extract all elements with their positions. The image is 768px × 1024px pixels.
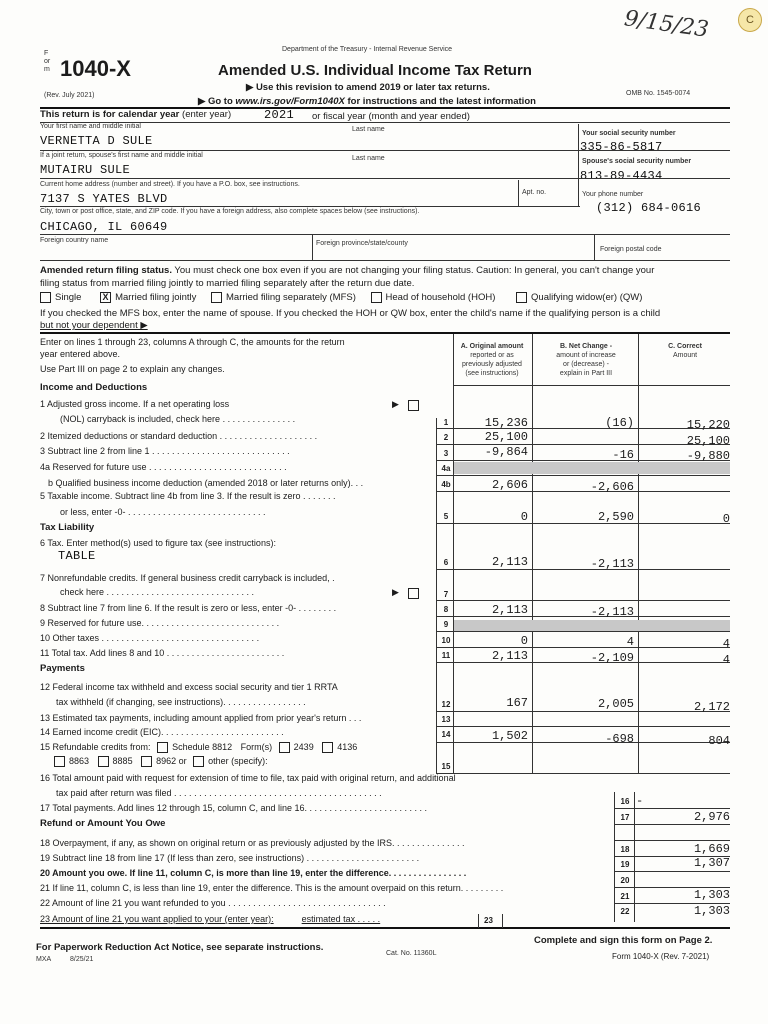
section-payments: Payments: [40, 663, 85, 674]
gbc-checkbox-arrow: ▶: [392, 587, 399, 597]
line-number-19: 19: [620, 860, 630, 869]
option-married-jointly[interactable]: X Married filing jointly: [100, 292, 196, 303]
form-8885-checkbox[interactable]: [98, 756, 109, 767]
table-intro-2: year entered above.: [40, 349, 121, 359]
single-checkbox[interactable]: [40, 292, 51, 303]
line-19-text: 19 Subtract line 18 from line 17 (If less than zero, see instructions) . . . . . . . . . . . . . . . . . . . . . . .: [40, 853, 420, 863]
fiscal-year-label: or fiscal year (month and year ended): [312, 111, 470, 122]
form-8863-checkbox[interactable]: [54, 756, 65, 767]
line-5-col-c[interactable]: 0: [722, 512, 730, 526]
line-15b-text: 8863 8885 8962 or other (specify):: [54, 756, 268, 767]
line-2-col-c[interactable]: 25,100: [686, 434, 730, 448]
line-number-12: 12: [441, 700, 451, 709]
line-1b-text: (NOL) carryback is included, check here . . . . . . . . . . . . . . .: [60, 414, 296, 424]
use-revision-line: ▶ Use this revision to amend 2019 or later tax returns.: [246, 82, 490, 93]
spouse-name-label: If a joint return, spouse's first name and middle initial: [40, 152, 203, 159]
form-title: Amended U.S. Individual Income Tax Return: [218, 62, 532, 79]
line-21-text: 21 If line 11, column C, is less than line 19, enter the difference. This is the amount overpaid on this return. . . . . . . . .: [40, 883, 504, 893]
nol-checkbox[interactable]: [408, 400, 419, 411]
option-single[interactable]: Single: [40, 292, 81, 303]
city-label: City, town or post office, state, and ZIP code. If you have a foreign address, also complete spaces below (see instructions).: [40, 208, 420, 215]
line-16-amount[interactable]: -: [636, 794, 644, 808]
complete-sign-note: Complete and sign this form on Page 2.: [534, 935, 713, 946]
line-number-3: 3: [443, 449, 449, 458]
year-label: This return is for calendar year: [40, 109, 180, 120]
footer-date: 8/25/21: [70, 956, 94, 963]
married-jointly-checkbox[interactable]: X: [100, 292, 111, 303]
line-11-col-c[interactable]: 4: [722, 653, 730, 667]
line-15a-text: 15 Refundable credits from: Schedule 8812 Form(s) 2439 4136: [40, 742, 358, 752]
line-number-14: 14: [441, 730, 451, 739]
line-number-16: 16: [620, 797, 630, 806]
phone-label: Your phone number: [582, 191, 644, 198]
line-1a-text: 1 Adjusted gross income. If a net operating loss: [40, 399, 230, 409]
nol-checkbox-arrow: ▶: [392, 399, 399, 409]
line-1-col-c[interactable]: 15,220: [686, 418, 730, 432]
line-10-col-c[interactable]: 4: [722, 637, 730, 651]
section-refund: Refund or Amount You Owe: [40, 818, 166, 829]
spouse-name-field[interactable]: MUTAIRU SULE: [40, 163, 131, 177]
line-3-text: 3 Subtract line 2 from line 1 . . . . . . . . . . . . . . . . . . . . . . . . . . . .: [40, 446, 290, 456]
line-13-text: 13 Estimated tax payments, including amount applied from prior year's return . . .: [40, 713, 362, 723]
line-11-col-b[interactable]: -2,109: [590, 651, 634, 665]
line-number-7: 7: [443, 590, 449, 599]
line-6-col-a[interactable]: 2,113: [491, 555, 528, 569]
line-number-2: 2: [443, 433, 449, 442]
line-4b-col-b[interactable]: -2,606: [590, 480, 634, 494]
catalog-number: Cat. No. 11360L: [386, 950, 437, 957]
col-c-header: C. Correct Amount: [668, 343, 702, 359]
phone-field[interactable]: (312) 684-0616: [596, 201, 702, 215]
line-number-13: 13: [441, 715, 451, 724]
option-head-of-household[interactable]: Head of household (HOH): [371, 292, 496, 303]
handwritten-date: 9/15/23: [622, 6, 711, 43]
line-number-23: 23: [484, 916, 493, 925]
department-label: Department of the Treasury - Internal Revenue Service: [282, 46, 453, 53]
enter-year-label: (enter year): [182, 109, 232, 120]
form-4136-checkbox[interactable]: [322, 742, 333, 753]
circle-annotation: C: [738, 8, 762, 32]
goto-url[interactable]: www.irs.gov/Form1040X: [235, 96, 345, 107]
section-tax: Tax Liability: [40, 522, 95, 533]
line-1-col-b[interactable]: (16): [605, 416, 634, 430]
line-number-10: 10: [441, 636, 451, 645]
line-17-amount[interactable]: 2,976: [693, 810, 730, 824]
line-3-col-b[interactable]: -16: [612, 448, 634, 462]
spouse-last-name-label: Last name: [352, 155, 385, 162]
line-4a-text: 4a Reserved for future use . . . . . . . . . . . . . . . . . . . . . . . . . . . .: [40, 462, 287, 472]
foreign-country-label: Foreign country name: [40, 237, 109, 244]
mfs-note-2: but not your dependent ▶: [40, 320, 148, 331]
line-number-15: 15: [441, 762, 451, 771]
line-number-17: 17: [620, 813, 630, 822]
line-number-8: 8: [443, 605, 449, 614]
schedule-8812-checkbox[interactable]: [157, 742, 168, 753]
line-21-amount[interactable]: 1,303: [693, 888, 730, 902]
line-5b-text: or less, enter -0- . . . . . . . . . . . . . . . . . . . . . . . . . . . .: [60, 507, 266, 517]
line-12-col-a[interactable]: 167: [506, 696, 528, 710]
goto-line: [198, 96, 536, 107]
spouse-ssn-label: Spouse's social security number: [582, 158, 692, 165]
filing-status-text1: You must check one box even if you are not changing your filing status. Caution: In general, you can't change your: [171, 265, 655, 276]
goto-prefix: ▶ Go to: [198, 96, 236, 107]
filing-status-heading: Amended return filing status.: [40, 265, 172, 276]
line-11-text: 11 Total tax. Add lines 8 and 10 . . . . . . . . . . . . . . . . . . . . . . . .: [40, 648, 285, 658]
line-number-11: 11: [441, 651, 451, 660]
line-number-6: 6: [443, 558, 449, 567]
line-5-col-a[interactable]: 0: [520, 510, 528, 524]
mxa-label: MXA: [36, 956, 52, 963]
line-2-text: 2 Itemized deductions or standard deduction . . . . . . . . . . . . . . . . . . . .: [40, 431, 318, 441]
ssn-label: Your social security number: [582, 130, 676, 137]
col-a-header: A. Original amount reported or as previously adjusted (see instructions): [460, 343, 524, 377]
address-label: Current home address (number and street). If you have a P.O. box, see instructions.: [40, 181, 300, 188]
line-12-col-c[interactable]: 2,172: [693, 700, 730, 714]
line-19-amount[interactable]: 1,307: [693, 856, 730, 870]
line-16b-text: tax paid after return was filed . . . . . . . . . . . . . . . . . . . . . . . . . . . . . . . . . . . . . . . . . .: [56, 788, 382, 798]
foreign-postal-label: Foreign postal code: [600, 246, 662, 253]
first-name-label: Your first name and middle initial: [40, 123, 141, 130]
filing-status-options: [40, 292, 642, 303]
line-6a-text: 6 Tax. Enter method(s) used to figure tax (see instructions):: [40, 538, 276, 548]
line-12-col-b[interactable]: 2,005: [597, 697, 634, 711]
line-20-text: 20 Amount you owe. If line 11, column C, is more than line 19, enter the difference. . . . . . . . . . . . . . . .: [40, 868, 467, 878]
gbc-checkbox[interactable]: [408, 588, 419, 599]
line-6-col-b[interactable]: -2,113: [590, 557, 634, 571]
line-number-1: 1: [443, 418, 449, 427]
line-10-col-b[interactable]: 4: [626, 635, 634, 649]
city-field[interactable]: CHICAGO, IL 60649: [40, 220, 168, 234]
omb-number: OMB No. 1545-0074: [626, 90, 691, 97]
tax-year-value[interactable]: 2021: [264, 108, 295, 122]
line-14-text: 14 Earned income credit (EIC). . . . . . . . . . . . . . . . . . . . . . . . .: [40, 727, 284, 737]
address-field[interactable]: 7137 S YATES BLVD: [40, 192, 168, 206]
line-number-4a: 4a: [441, 464, 451, 473]
line-12b-text: tax withheld (if changing, see instructions). . . . . . . . . . . . . . . . .: [56, 697, 306, 707]
line-11-col-a[interactable]: 2,113: [491, 649, 528, 663]
table-intro-3: Use Part III on page 2 to explain any changes.: [40, 364, 225, 374]
line-14-col-c[interactable]: 804: [708, 734, 730, 748]
line-number-9: 9: [443, 620, 449, 629]
mfs-checkbox[interactable]: [211, 292, 222, 303]
line-3-col-a[interactable]: -9,864: [484, 445, 528, 459]
col-b-header: B. Net Change - amount of increase or (decrease) - explain in Part III: [556, 343, 616, 377]
line-7a-text: 7 Nonrefundable credits. If general business credit carryback is included, .: [40, 573, 335, 583]
other-credit-checkbox[interactable]: [193, 756, 204, 767]
line-9-text: 9 Reserved for future use. . . . . . . . . . . . . . . . . . . . . . . . . . . .: [40, 618, 280, 628]
line-1-col-a[interactable]: 15,236: [484, 416, 528, 430]
line-12a-text: 12 Federal income tax withheld and excess social security and tier 1 RRTA: [40, 682, 338, 692]
line-number-5: 5: [443, 512, 449, 521]
option-qualifying-widow[interactable]: Qualifying widow(er) (QW): [516, 292, 642, 303]
first-name-field[interactable]: VERNETTA D SULE: [40, 134, 153, 148]
line-8-col-b[interactable]: -2,113: [590, 605, 634, 619]
form-vertical-label: Form: [44, 50, 51, 73]
paperwork-notice: For Paperwork Reduction Act Notice, see separate instructions.: [36, 942, 324, 953]
line-number-20: 20: [620, 876, 630, 885]
tax-method-field[interactable]: TABLE: [58, 549, 96, 563]
mfs-note-1: If you checked the MFS box, enter the name of spouse. If you checked the HOH or QW box, enter the child's name if the qualifying person is a child: [40, 308, 661, 319]
goto-suffix: for instructions and the latest information: [344, 96, 536, 107]
form-footer-label: Form 1040-X (Rev. 7-2021): [612, 952, 710, 961]
line-14-col-a[interactable]: 1,502: [491, 729, 528, 743]
line-10-col-a[interactable]: 0: [520, 634, 528, 648]
line-5a-text: 5 Taxable income. Subtract line 4b from line 3. If the result is zero . . . . . . .: [40, 491, 336, 501]
line-16a-text: 16 Total amount paid with request for extension of time to file, tax paid with original return, and additional: [40, 773, 456, 783]
line-number-21: 21: [620, 892, 630, 901]
line-7b-text: check here . . . . . . . . . . . . . . . . . . . . . . . . . . . . . .: [60, 587, 255, 597]
section-income: Income and Deductions: [40, 382, 148, 393]
ssn-field[interactable]: 335-86-5817: [580, 140, 663, 154]
form-2439-checkbox[interactable]: [279, 742, 290, 753]
line-8-col-a[interactable]: 2,113: [491, 603, 528, 617]
qw-checkbox[interactable]: [516, 292, 527, 303]
form-number: 1040-X: [60, 56, 131, 81]
filing-status-text2: filing status from married filing jointly to married filing separately after the return due date.: [40, 278, 415, 289]
line-22-amount[interactable]: 1,303: [693, 904, 730, 918]
line-4b-col-a[interactable]: 2,606: [491, 478, 528, 492]
line-23-text: 23 Amount of line 21 you want applied to your (enter year): estimated tax . . . . .: [40, 914, 381, 924]
foreign-province-label: Foreign province/state/county: [316, 240, 408, 247]
filing-status-text: [40, 265, 730, 276]
hoh-checkbox[interactable]: [371, 292, 382, 303]
line-17-text: 17 Total payments. Add lines 12 through 15, column C, and line 16. . . . . . . . . . . . . . . . . . . . . . . . .: [40, 803, 428, 813]
spouse-ssn-field[interactable]: 813-89-4434: [580, 169, 663, 183]
form-8962-checkbox[interactable]: [141, 756, 152, 767]
line-22-text: 22 Amount of line 21 you want refunded to you . . . . . . . . . . . . . . . . . . . . . . . . . . . . . . . .: [40, 898, 386, 908]
line-8-text: 8 Subtract line 7 from line 6. If the result is zero or less, enter -0- . . . . . . . .: [40, 603, 337, 613]
line-4b-text: b Qualified business income deduction (amended 2018 or later returns only). . .: [48, 478, 364, 488]
last-name-label: Last name: [352, 126, 385, 133]
year-line: [40, 109, 231, 120]
line-18-amount[interactable]: 1,669: [693, 842, 730, 856]
table-intro-1: Enter on lines 1 through 23, columns A through C, the amounts for the return: [40, 337, 345, 347]
line-3-col-c[interactable]: -9,880: [686, 449, 730, 463]
form-revision: (Rev. July 2021): [44, 92, 95, 99]
line-2-col-a[interactable]: 25,100: [484, 430, 528, 444]
option-married-separately[interactable]: Married filing separately (MFS): [211, 292, 356, 303]
line-number-22: 22: [620, 907, 630, 916]
line-number-4b: 4b: [441, 480, 451, 489]
line-10-text: 10 Other taxes . . . . . . . . . . . . . . . . . . . . . . . . . . . . . . . .: [40, 633, 260, 643]
line-18-text: 18 Overpayment, if any, as shown on original return or as previously adjusted by the IRS. . . . . . . . . . . . . . .: [40, 838, 465, 848]
line-14-col-b[interactable]: -698: [605, 732, 634, 746]
apt-label: Apt. no.: [522, 189, 547, 196]
line-5-col-b[interactable]: 2,590: [597, 510, 634, 524]
line-number-18: 18: [620, 845, 630, 854]
